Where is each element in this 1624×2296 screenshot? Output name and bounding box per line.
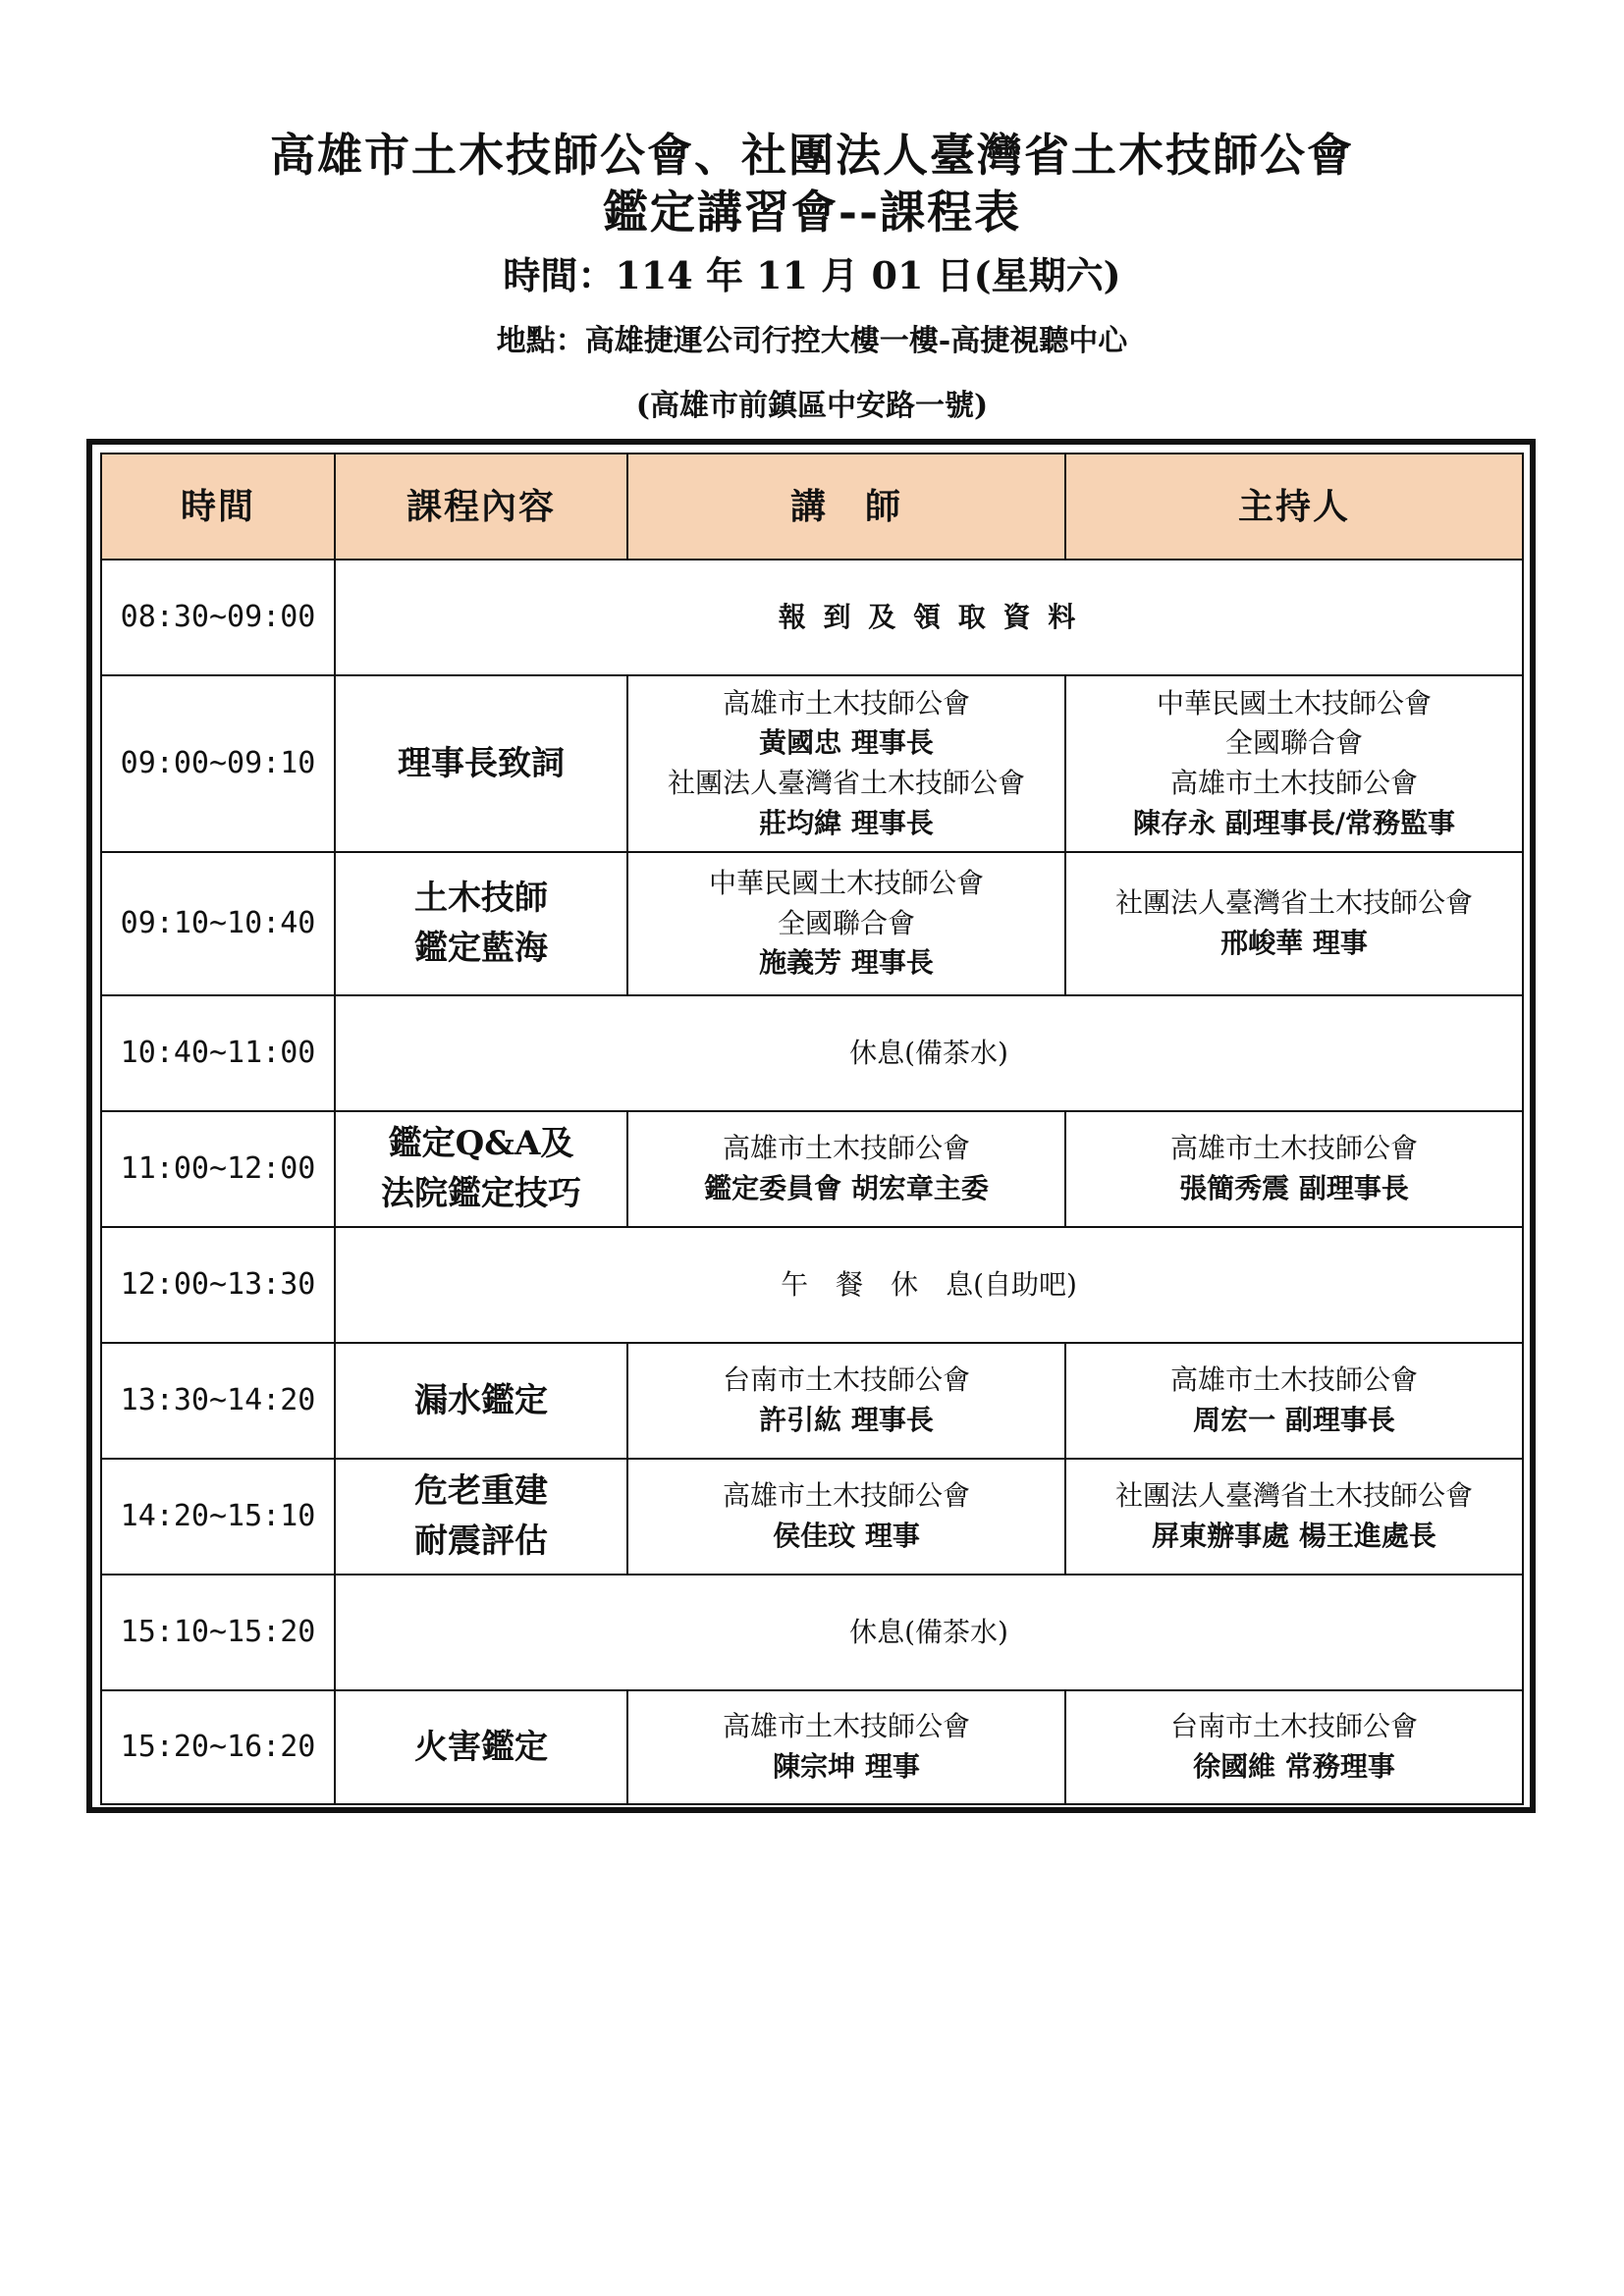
host-org: 台南市土木技師公會: [1169, 1710, 1418, 1743]
row-activity: 報 到 及 領 取 資 料: [335, 560, 1523, 675]
speaker-org: 高雄市土木技師公會: [722, 686, 970, 720]
event-location: 地點：高雄捷運公司行控大樓一樓-高捷視聽中心: [496, 324, 1128, 358]
speaker-name: 陳宗坤 理事: [773, 1750, 920, 1783]
row-course: [335, 852, 627, 995]
course-line: 鑑定Q&A及: [388, 1124, 574, 1163]
host-name: 張簡秀震 副理事長: [1179, 1172, 1409, 1204]
row-speaker: [627, 1459, 1065, 1575]
speaker-name: 施義芳 理事長: [759, 946, 934, 980]
table-row: [101, 1575, 1523, 1690]
host-name: 徐國維 常務理事: [1193, 1750, 1395, 1783]
row-time: 10:40~11:00: [101, 995, 335, 1111]
row-course: [335, 1459, 627, 1575]
table-row: [101, 560, 1523, 675]
speaker-name: 黃國忠 理事長: [759, 726, 934, 760]
row-time: 12:00~13:30: [101, 1227, 335, 1343]
col-header-time: 時間: [101, 454, 335, 560]
row-course: 火害鑑定: [335, 1690, 627, 1804]
row-time: 09:00~09:10: [101, 675, 335, 852]
speaker-org: 高雄市土木技師公會: [722, 1479, 970, 1513]
col-header-course: 課程內容: [335, 454, 627, 560]
host-org: 社團法人臺灣省土木技師公會: [1114, 1479, 1473, 1513]
row-time: 14:20~15:10: [101, 1459, 335, 1575]
host-org: 高雄市土木技師公會: [1169, 1363, 1418, 1397]
host-name: 周宏一 副理事長: [1193, 1404, 1395, 1436]
host-org: 高雄市土木技師公會: [1169, 1132, 1418, 1165]
speaker-org: 台南市土木技師公會: [722, 1363, 970, 1397]
row-speaker: [627, 852, 1065, 995]
speaker-org: 中華民國土木技師公會: [708, 867, 984, 900]
speaker-org: 高雄市土木技師公會: [722, 1710, 970, 1743]
table-row: [101, 1111, 1523, 1227]
host-org: 全國聯合會: [1224, 726, 1363, 760]
speaker-name: 許引紘 理事長: [759, 1404, 934, 1436]
row-course: 理事長致詞: [335, 675, 627, 852]
table-row: [101, 1459, 1523, 1575]
table-row: [101, 1343, 1523, 1459]
host-name: 陳存永 副理事長/常務監事: [1133, 806, 1455, 839]
speaker-name: 莊均緯 理事長: [759, 806, 934, 839]
course-line: 耐震評估: [414, 1522, 548, 1561]
table-row: [101, 675, 1523, 852]
row-host: [1065, 675, 1523, 852]
host-org: 社團法人臺灣省土木技師公會: [1114, 886, 1473, 920]
speaker-name: 侯佳玟 理事: [773, 1520, 920, 1552]
course-line: 危老重建: [414, 1471, 548, 1511]
schedule-table: [100, 453, 1524, 1805]
host-org: 高雄市土木技師公會: [1169, 767, 1418, 799]
row-course: 漏水鑑定: [335, 1343, 627, 1459]
table-row: [101, 995, 1523, 1111]
table-row: [101, 852, 1523, 995]
table-header-row: [101, 454, 1523, 560]
row-speaker: [627, 1111, 1065, 1227]
row-host: [1065, 1111, 1523, 1227]
table-row: [101, 1227, 1523, 1343]
schedule-table-frame: [86, 439, 1536, 1813]
row-time: 08:30~09:00: [101, 560, 335, 675]
host-name: 邢峻華 理事: [1220, 927, 1368, 959]
col-header-host: 主持人: [1065, 454, 1523, 560]
event-date: 時間：114 年 11 月 01 日(星期六): [503, 253, 1121, 297]
host-org: 中華民國土木技師公會: [1156, 686, 1432, 720]
speaker-org: 高雄市土木技師公會: [722, 1132, 970, 1165]
host-name: 屏東辦事處 楊王進處長: [1152, 1520, 1436, 1552]
page-title-line2: 鑑定講習會--課程表: [602, 186, 1022, 239]
row-speaker: [627, 1343, 1065, 1459]
page-title-line1: 高雄市土木技師公會、社團法人臺灣省土木技師公會: [270, 129, 1354, 182]
row-activity: 午 餐 休 息(自助吧): [335, 1227, 1523, 1343]
row-host: [1065, 1459, 1523, 1575]
row-time: 11:00~12:00: [101, 1111, 335, 1227]
row-speaker: [627, 675, 1065, 852]
speaker-name: 鑑定委員會 胡宏章主委: [704, 1172, 989, 1204]
event-address: (高雄市前鎮區中安路一號): [635, 389, 989, 423]
row-speaker: [627, 1690, 1065, 1804]
speaker-org: 全國聯合會: [777, 906, 915, 939]
row-activity: 休息(備茶水): [335, 995, 1523, 1111]
course-line: 法院鑑定技巧: [381, 1174, 581, 1213]
row-time: 15:20~16:20: [101, 1690, 335, 1804]
course-line: 土木技師: [414, 879, 548, 918]
speaker-org: 社團法人臺灣省土木技師公會: [667, 767, 1025, 799]
table-row: [101, 1690, 1523, 1804]
row-host: [1065, 1690, 1523, 1804]
row-host: [1065, 1343, 1523, 1459]
row-time: 13:30~14:20: [101, 1343, 335, 1459]
row-time: 09:10~10:40: [101, 852, 335, 995]
row-time: 15:10~15:20: [101, 1575, 335, 1690]
row-host: [1065, 852, 1523, 995]
row-activity: 休息(備茶水): [335, 1575, 1523, 1690]
row-course: [335, 1111, 627, 1227]
col-header-speaker: 講 師: [627, 454, 1065, 560]
course-line: 鑑定藍海: [414, 929, 548, 968]
